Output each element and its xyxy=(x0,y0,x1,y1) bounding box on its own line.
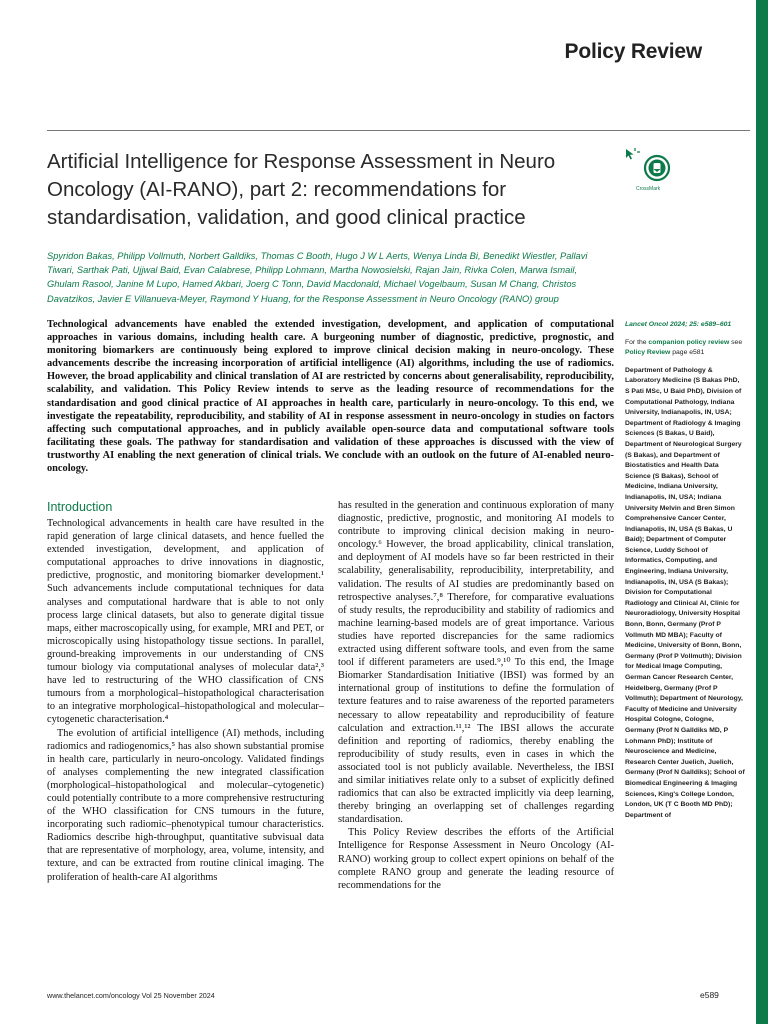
section-label: Policy Review xyxy=(564,40,702,63)
cursor-sparkle-icon xyxy=(626,148,640,160)
header-divider xyxy=(47,130,750,131)
section-heading-introduction: Introduction xyxy=(47,500,113,514)
crossmark-label: CrossMark xyxy=(636,186,661,192)
article-title: Artificial Intelligence for Response Assessment in Neuro Oncology (AI-RANO), part 2: recommendations for standardisation, validation, and good clinical practice xyxy=(47,150,556,229)
policy-review-link[interactable]: Policy Review xyxy=(625,349,671,357)
footer-journal-info[interactable]: www.thelancet.com/oncology Vol 25 November 2024 xyxy=(47,991,215,1000)
body-paragraph: This Policy Review describes the efforts of the Artificial Intelligence for Response Assessment in Neuro Oncology (AI-RANO) working group to collect expert opinions on behalf of the complete RANO group and generate the leading resource of recommendations for the xyxy=(338,827,614,891)
body-paragraph: Technological advancements in health care have resulted in the rapid generation of large clinical datasets, and hence fuelled the extended investigation, development, and application of computational approaches to drive innovations in diagnostic, predictive, prognostic, and monitoring biomarker development.¹ Such advancements include computational techniques for data analyses and computational hardware that is able to not only process large clinical datasets, but also to generate digital tissue maps, either macroscopically using, for example, MRI and PET, or microscopically using histopathology tissue sections. In parallel, ground-breaking improvements in our understanding of CNS tumour biology via computational analyses of molecular data²,³ have led to restructuring of the WHO classification of CNS tumours from a morphological–histopathological characterisation to an integrative morphological–histopathological and molecular–cytogenetic characterisation.⁴ xyxy=(47,518,324,726)
companion-policy-review-link[interactable]: companion policy review xyxy=(648,338,730,346)
abstract: Technological advancements have enabled the extended investigation, development, and application of computational approaches in various domains, including health care. A burgeoning number of diagnostic, predictive, prognostic, and monitoring biomarkers are continuously being explored to improve clinical decision making in neuro-oncology. These advancements describe the increasing incorporation of artificial intelligence (AI) algorithms, including the use of radiomics. However, the broad applicability and clinical translation of AI are restricted by concerns about generalisability, reproducibility, scalability, and validation. This Policy Review intends to serve as the leading resource of recommendations for the standardisation and good clinical practice of AI approaches in health care, particularly in neuro-oncology. To this end, we investigate the repeatability, reproducibility, and stability of AI in response assessment in neuro-oncology in studies on factors affecting such computational approaches, and in publicly available open-source data and computational software tools facilitating these goals. The pathway for standardisation and validation of these approaches is discussed with the view of trustworthy AI enabling the next generation of clinical trials. We conclude with an outlook on the future of AI-enabled neuro-oncology. xyxy=(47,319,614,475)
body-paragraph: has resulted in the generation and continuous exploration of many diagnostic, predictive, prognostic, and monitoring AI models to contribute to improving clinical decision making in neuro-oncology.⁶ However, the broad applicability, clinical translation, and deployment of AI models have so far been restricted in their scalability, generalisability, reproducibility, interpretability, and validation. The results of AI studies are predominantly based on retrospective analyses.⁷,⁸ Therefore, for comparative evaluations of study results, the reproducibility and stability of radiomics and machine learning-based models are of great importance. Various studies have reported discrepancies for the same radiomics extracted using different software tools, and even from the same tool if different parameters are used.⁹,¹⁰ To this end, the Image Biomarker Standardisation Initiative (IBSI) was formed by an international group of institutions to define the formulation of texture features and to raise awareness of the reported parameters necessary to allow repeatability and reproducibility of feature calculation and extraction.¹¹,¹² The IBSI allows the accurate definition and reporting of radiomics, thereby enabling the reproducibility of study results, even in cases in which the associated tool is not publicly available. Nevertheless, the IBSI and similar initiatives relate only to a subset of explicitly defined radiomics that can also be extracted implicitly via deep learning, thereby bringing an overlapping set of challenges regarding standardisation. xyxy=(338,500,614,826)
companion-suffix: page e581 xyxy=(670,349,705,357)
article-sidebar xyxy=(625,320,745,821)
companion-mid: see xyxy=(729,338,743,346)
affiliations: Department of Pathology & Laboratory Medicine (S Bakas PhD, S Pati MSc, U Baid PhD), Division of Computational Pathology, Indiana University, Indianapolis, IN, USA; Department of Radiology & Imaging Sciences (S Bakas, U Baid), Department of Neurological Surgery (S Bakas), and Department of Biostatistics and Health Data Science (S Bakas), School of Medicine, Indiana University, Indianapolis, IN, USA; Indiana University Melvin and Bren Simon Comprehensive Cancer Center, Indianapolis, IN, USA (S Bakas, U Baid); Department of Computer Science, Luddy School of Informatics, Computing, and Engineering, Indiana University, Indianapolis, IN, USA (S Bakas); Division for Computational Radiology and Clinical AI, Clinic for Neuroradiology, University Hospital Bonn, Bonn, Germany (Prof P Vollmuth MD MBA); Faculty of Medicine, University of Bonn, Bonn, Germany (Prof P Vollmuth); Division for Medical Image Computing, German Cancer Research Center, Heidelberg, Germany (Prof P Vollmuth); Department of Neurology, Faculty of Medicine and University Hospital Cologne, Cologne, Germany (Prof N Galldiks MD, P Lohmann PhD); Institute of Neuroscience and Medicine, Research Center Juelich, Juelich, Germany (Prof N Galldiks); School of Biomedical Engineering & Imaging Sciences, King's College London, London, UK (T C Booth MD PhD); Department of xyxy=(625,366,745,819)
body-column-right xyxy=(338,499,614,892)
journal-citation: Lancet Oncol 2024; 25: e589–601 xyxy=(625,321,732,328)
page-number: e589 xyxy=(700,990,719,1000)
body-column-left xyxy=(47,499,324,884)
companion-note xyxy=(625,338,745,359)
companion-prefix: For the xyxy=(625,338,649,346)
accent-side-bar xyxy=(756,0,768,1024)
author-list: Spyridon Bakas, Philipp Vollmuth, Norbert Galldiks, Thomas C Booth, Hugo J W L Aerts, Wenya Linda Bi, Benedikt Wiestler, Pallavi Tiwari, Sarthak Pati, Ujjwal Baid, Evan Calabrese, Philipp Lohmann, Martha Nowosielski, Rajan Jain, Rivka Colen, Marwa Ismail, Ghulam Rasool, Janine M Lupo, Hamed Akbari, Joerg C Tonn, David Macdonald, Michael Vogelbaum, Susan M Chang, Christos Davatzikos, Javier E Villanueva-Meyer, Raymond Y Huang, for the Response Assessment in Neuro Oncology (RANO) group xyxy=(47,251,588,304)
body-paragraph: The evolution of artificial intelligence (AI) methods, including radiomics and radiogenomics,⁵ has also shown substantial promise in health care, particularly in neuro-oncology. Validated findings of analyses complementing the new integrated classification (morphological–histopathological and molecular–cytogenetic) could potentially contribute to a more comprehensive restructuring of the WHO classification for CNS tumours in the future, incorporating such radiomic–phenotypical tumour characteristics. Radiomics describe high-throughput, quantitative subvisual data that are representative of morphology, area, volume, intensity, and texture, and can be extracted from routine clinical imaging. The proliferation of health-care AI algorithms xyxy=(47,727,324,883)
